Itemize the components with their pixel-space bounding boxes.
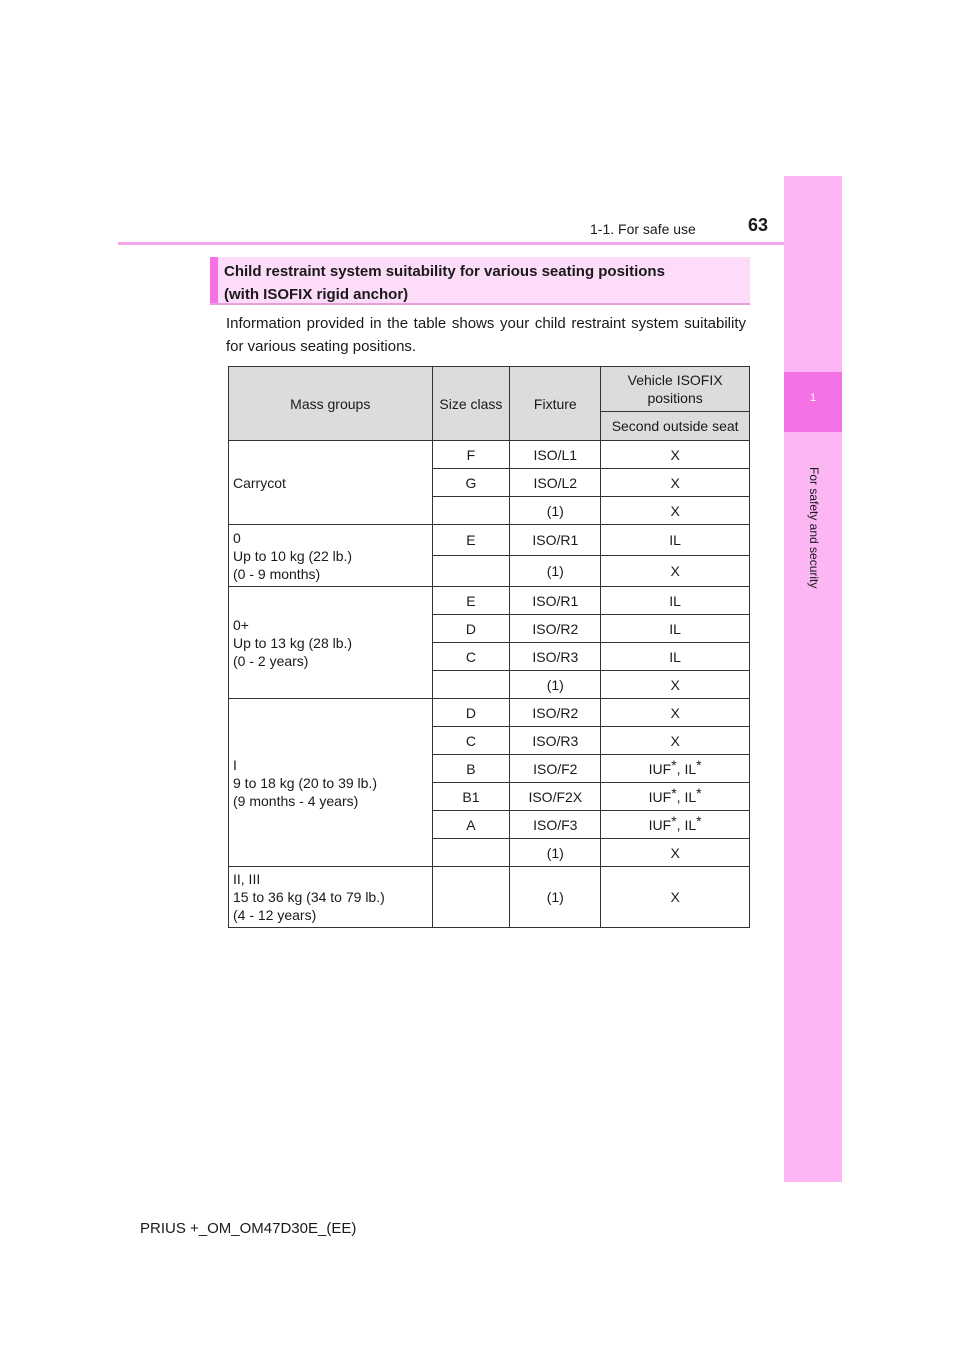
footnote-asterisk: *	[671, 784, 677, 801]
size-class-cell: B	[432, 755, 510, 783]
size-class-cell: E	[432, 525, 510, 556]
footnote-asterisk: *	[671, 812, 677, 829]
mass-group-0	[229, 525, 433, 587]
mass-group-carrycot: Carrycot	[229, 441, 433, 525]
fixture-cell: ISO/R3	[510, 727, 601, 755]
position-cell: X	[601, 441, 750, 469]
mass-group-weight: Up to 13 kg (28 lb.)	[233, 634, 353, 651]
fixture-cell: ISO/F2	[510, 755, 601, 783]
mass-group-title: II, III	[233, 871, 261, 887]
position-cell: X	[601, 867, 750, 928]
size-class-cell	[432, 839, 510, 867]
heading-line-1: Child restraint system suitability for various seating positions	[224, 263, 665, 280]
size-class-cell	[432, 556, 510, 587]
mass-group-title: I	[233, 756, 237, 773]
heading-accent-bar	[210, 257, 218, 303]
mass-group-age: (0 - 2 years)	[233, 652, 309, 669]
chapter-number: 1	[809, 392, 817, 404]
table-row	[229, 587, 750, 615]
header-second-outside-seat: Second outside seat	[601, 412, 750, 441]
mass-group-weight: 9 to 18 kg (20 to 39 lb.)	[233, 774, 377, 791]
fixture-cell: ISO/R3	[510, 643, 601, 671]
mass-group-title: 0	[233, 529, 241, 546]
isofix-suitability-table	[228, 366, 750, 928]
table-row	[229, 525, 750, 556]
position-cell: X	[601, 699, 750, 727]
fixture-cell: (1)	[510, 839, 601, 867]
mass-group-age: (9 months - 4 years)	[233, 792, 359, 809]
mass-group-age: (0 - 9 months)	[233, 565, 321, 582]
document-footer: PRIUS +_OM_OM47D30E_(EE)	[140, 1220, 357, 1237]
mass-group-title: 0+	[233, 616, 249, 633]
fixture-cell: ISO/R2	[510, 615, 601, 643]
section-heading	[210, 257, 750, 305]
position-cell: IL	[601, 587, 750, 615]
position-cell: IL	[601, 643, 750, 671]
fixture-cell: ISO/F3	[510, 811, 601, 839]
position-cell: X	[601, 839, 750, 867]
section-label: 1-1. For safe use	[590, 221, 696, 237]
mass-group-age: (4 - 12 years)	[233, 907, 317, 923]
fixture-cell: ISO/F2X	[510, 783, 601, 811]
table-row	[229, 867, 750, 928]
size-class-cell: C	[432, 643, 510, 671]
page-number: 63	[748, 215, 769, 235]
table-row	[229, 699, 750, 727]
heading-line-2: (with ISOFIX rigid anchor)	[224, 286, 409, 303]
mass-group-weight: Up to 10 kg (22 lb.)	[233, 547, 353, 564]
chapter-title: For safety and security	[807, 467, 821, 589]
position-cell: X	[601, 671, 750, 699]
position-cell: X	[601, 556, 750, 587]
fixture-cell: (1)	[510, 497, 601, 525]
size-class-cell: C	[432, 727, 510, 755]
fixture-cell: ISO/R1	[510, 587, 601, 615]
mass-group-0-plus	[229, 587, 433, 699]
size-class-cell	[432, 497, 510, 525]
heading-text	[224, 260, 744, 306]
fixture-cell: ISO/R1	[510, 525, 601, 556]
header-divider	[118, 242, 842, 245]
size-class-cell: G	[432, 469, 510, 497]
position-cell: X	[601, 469, 750, 497]
footnote-asterisk: *	[696, 812, 702, 829]
position-cell: IUF*, IL*	[601, 811, 750, 839]
header-fixture: Fixture	[510, 367, 601, 441]
size-class-cell: A	[432, 811, 510, 839]
fixture-cell: ISO/L2	[510, 469, 601, 497]
position-cell: IUF*, IL*	[601, 783, 750, 811]
size-class-cell: F	[432, 441, 510, 469]
header-size-class: Size class	[432, 367, 510, 441]
table-row	[229, 441, 750, 469]
fixture-cell: (1)	[510, 556, 601, 587]
position-cell: IL	[601, 615, 750, 643]
footnote-asterisk: *	[696, 784, 702, 801]
position-cell: X	[601, 727, 750, 755]
size-class-cell: B1	[432, 783, 510, 811]
header-vehicle-positions: Vehicle ISOFIX positions	[601, 367, 750, 412]
fixture-cell: (1)	[510, 671, 601, 699]
mass-group-II-III	[229, 867, 433, 928]
intro-paragraph: Information provided in the table shows your child restraint system suitability for various seating positions.	[226, 315, 746, 355]
footnote-asterisk: *	[671, 756, 677, 773]
chapter-sidebar	[784, 176, 842, 1182]
size-class-cell: D	[432, 699, 510, 727]
position-cell: X	[601, 497, 750, 525]
fixture-cell: (1)	[510, 867, 601, 928]
size-class-cell	[432, 867, 510, 928]
size-class-cell	[432, 671, 510, 699]
fixture-cell: ISO/L1	[510, 441, 601, 469]
header-mass-groups: Mass groups	[229, 367, 433, 441]
size-class-cell: E	[432, 587, 510, 615]
position-cell: IUF*, IL*	[601, 755, 750, 783]
fixture-cell: ISO/R2	[510, 699, 601, 727]
mass-group-weight: 15 to 36 kg (34 to 79 lb.)	[233, 889, 385, 905]
footnote-asterisk: *	[696, 756, 702, 773]
size-class-cell: D	[432, 615, 510, 643]
mass-group-I	[229, 699, 433, 867]
position-cell: IL	[601, 525, 750, 556]
